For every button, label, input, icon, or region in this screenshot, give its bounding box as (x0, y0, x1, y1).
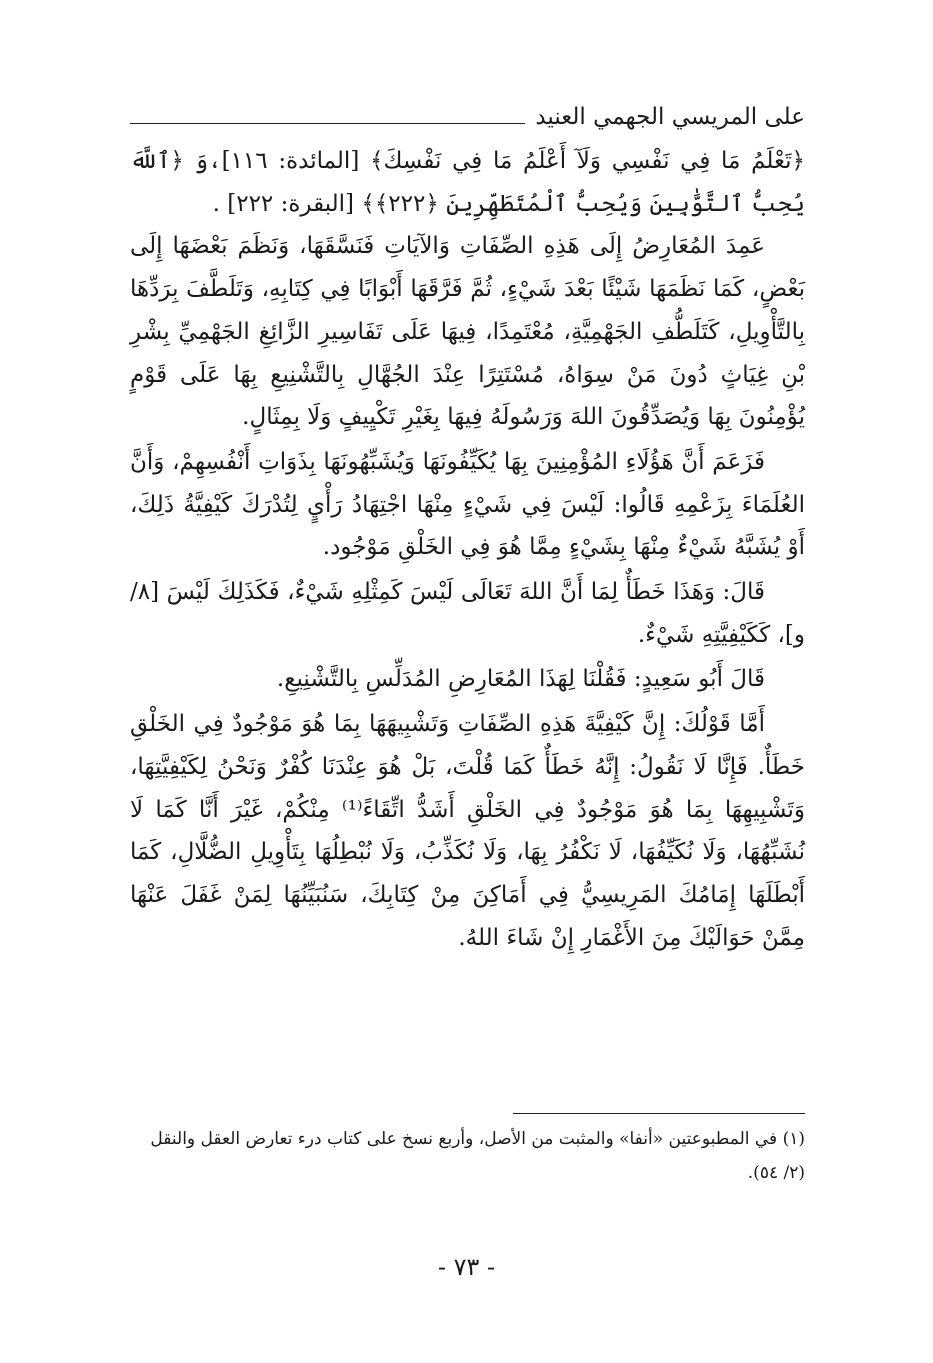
page-number: - ٧٣ - (437, 1253, 496, 1281)
footnotes (130, 1122, 805, 1190)
footnote-item: (١) في المطبوعتين «أنفا» والمثبت من الأصل، وأربع نسخ على كتاب درء تعارض العقل والنقل (٢/ ٥٤). (150, 1129, 805, 1183)
footnote-separator (513, 1113, 805, 1114)
body-paragraph: عَمِدَ المُعَارِضُ إِلَى هَذِهِ الصِّفَاتِ وَالآيَاتِ فَنَسَّقَهَا، وَنَظَمَ بَعْضَهَا إِلَى بَعْضٍ، كَمَا نَظَمَهَا شَيْئًا بَعْدَ شَيْءٍ، ثُمَّ فَرَّقَهَا أَبْوَابًا فِي كِتَابِهِ، وَتَلَطَّفَ بِرَدِّهَا بِالتَّأْوِيلِ، كَتَلَطُّفِ الجَهْمِيَّةِ، مُعْتَمِدًا، فِيهَا عَلَى تَفَاسِيرِ الزَّائِغِ الجَهْمِيِّ بِشْرِ بْنِ غِيَاثٍ دُونَ مَنْ سِوَاهُ، مُسْتَتِرًا عِنْدَ الجُهَّالِ بِالتَّشْنِيعِ بِهَا عَلَى قَوْمٍ يُؤْمِنُونَ بِهَا وَيُصَدِّقُونَ اللهَ وَرَسُولَهُ فِيهَا بِغَيْرِ تَكْيِيفٍ وَلَا بِمِثَالٍ. (130, 233, 805, 431)
running-title: على المريسي الجهمي العنيد (535, 104, 805, 130)
body-paragraph: قَالَ أَبُو سَعِيدٍ: فَقُلْنَا لِهَذَا المُعَارِضِ المُدَلِّسِ بِالتَّشْنِيعِ. (276, 666, 765, 693)
running-header (130, 96, 805, 132)
main-text (130, 140, 805, 959)
body-paragraph: قَالَ: وَهَذَا خَطَأٌ لِمَا أَنَّ اللهَ تَعَالَى لَيْسَ كَمِثْلِهِ شَيْءٌ، فَكَذَلِكَ لَيْسَ [٨/و]، كَكَيْفِيَّتِهِ شَيْءٌ. (130, 579, 805, 648)
quran-verses-paragraph: ﴿تَعْلَمُ مَا فِي نَفْسِي وَلَآ أَعْلَمُ مَا فِي نَفْسِكَ﴾ [المائدة: ١١٦]،وَ ﴿ٱللَّهَ يُحِبُّ ٱلتَّوَّٰبِينَ وَيُحِبُّ ٱلْمُتَطَهِّرِينَ ﴿٢٢٢﴾﴾ [البقرة: ٢٢٢] . (130, 148, 805, 217)
body-paragraph: فَزَعَمَ أَنَّ هَؤُلَاءِ المُؤْمِنِينَ بِهَا يُكَيِّفُونَهَا وَيُشَبِّهُونَهَا بِذَوَاتِ أَنْفُسِهِمْ، وَأَنَّ العُلَمَاءَ بِزَعْمِهِ قَالُوا: لَيْسَ فِي شَيْءٍ مِنْهَا اجْتِهَادُ رَأْيٍ لِتُدْرَكَ كَيْفِيَّةُ ذَلِكَ، أَوْ يُشَبَّهُ شَيْءٌ مِنْهَا بِشَيْءٍ مِمَّا هُوَ فِي الخَلْقِ مَوْجُود. (130, 448, 805, 561)
body-paragraph: أَمَّا قَوْلُكَ: إِنَّ كَيْفِيَّةَ هَذِهِ الصِّفَاتِ وَتَشْبِيهَهَا بِمَا هُوَ مَوْجُودٌ فِي الخَلْقِ خَطَأٌ. فَإِنَّا لَا نَقُولُ: إِنَّهُ خَطَأٌ كَمَا قُلْتَ، بَلْ هُوَ عِنْدَنَا كُفْرٌ وَنَحْنُ لِكَيْفِيَّتِهَا، وَتَشْبِيهِهَا بِمَا هُوَ مَوْجُودٌ فِي الخَلْقِ أَشَدُّ اتِّقَاءً⁽¹⁾ مِنْكُمْ، غَيْرَ أَنَّا كَمَا لَا نُشَبِّهُهَا، وَلَا نُكَيِّفُهَا، لَا نَكْفُرُ بِهَا، وَلَا نُكَذِّبُ، وَلَا نُبْطِلُهَا بِتَأْوِيلِ الضُّلَّالِ، كَمَا أَبْطَلَهَا إِمَامُكَ المَرِيسِيُّ فِي أَمَاكِنَ مِنْ كِتَابِكَ، سَنُبَيِّنُهَا لِمَنْ غَفَلَ عَنْهَا مِمَّنْ حَوَالَيْكَ مِنَ الأَغْمَارِ إِنْ شَاءَ اللهُ. (130, 711, 805, 951)
header-rule (130, 123, 525, 124)
